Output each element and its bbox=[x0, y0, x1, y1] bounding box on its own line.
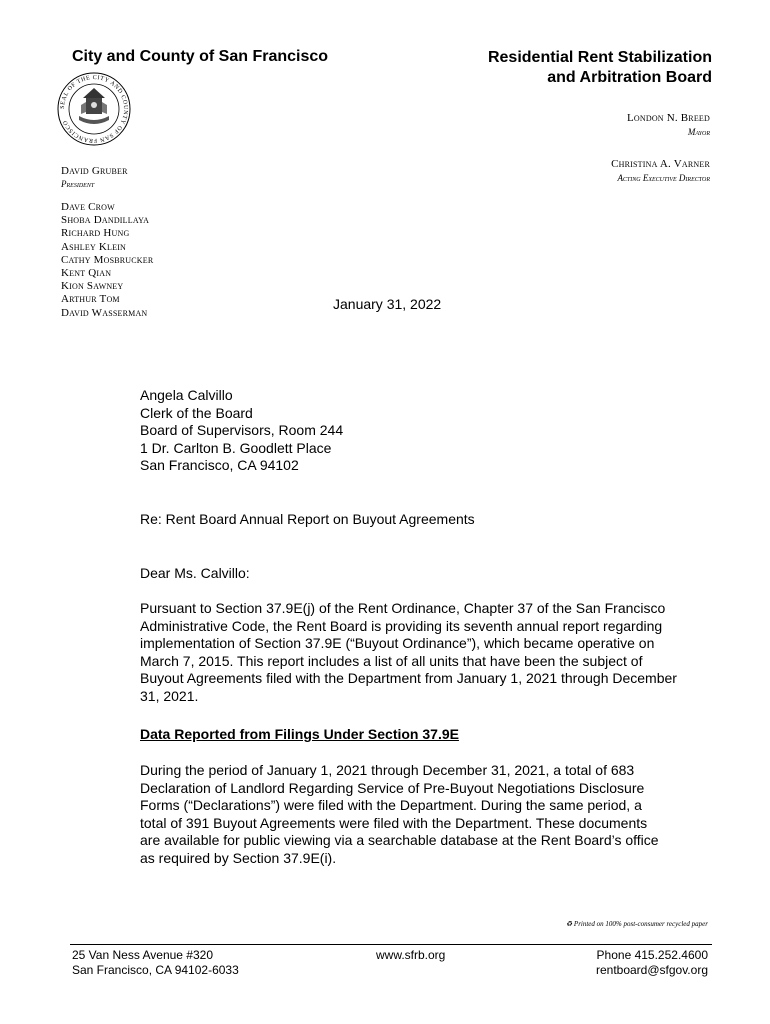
paragraph-line: Buyout Agreements filed with the Department from January 1, 2021 through December bbox=[140, 670, 677, 687]
paragraph-line: March 7, 2015. This report includes a list of all units that have been the subject of bbox=[140, 652, 643, 669]
commissioner-name: Richard Hung bbox=[61, 227, 130, 240]
header-board-title bbox=[488, 48, 712, 88]
letter-date: January 31, 2022 bbox=[333, 296, 442, 312]
commissioner-name: David Wasserman bbox=[61, 306, 148, 319]
commissioner-name: Kion Sawney bbox=[61, 280, 124, 293]
intro-paragraph bbox=[140, 600, 730, 706]
subject-line: Re: Rent Board Annual Report on Buyout Agreements bbox=[140, 511, 475, 527]
mayor-title: Mayor bbox=[687, 127, 710, 137]
header-city-title: City and County of San Francisco bbox=[72, 48, 329, 65]
paragraph-line: Administrative Code, the Rent Board is providing its seventh annual report regarding bbox=[140, 617, 663, 634]
mayor-name: London N. Breed bbox=[626, 112, 710, 124]
commissioner-name: Cathy Mosbrucker bbox=[61, 253, 154, 266]
commissioner-name: Ashley Klein bbox=[61, 240, 127, 253]
footer-address bbox=[72, 948, 239, 978]
footer-website[interactable]: www.sfrb.org bbox=[376, 948, 446, 962]
director-name: Christina A. Varner bbox=[611, 158, 710, 170]
commissioner-name: Kent Qian bbox=[61, 267, 112, 280]
footer-divider bbox=[70, 944, 712, 945]
director-title: Acting Executive Director bbox=[617, 173, 710, 183]
paragraph-line: Forms (“Declarations”) were filed with the Department. During the same period, a bbox=[140, 797, 642, 814]
commissioner-name: Shoba Dandillaya bbox=[61, 214, 150, 227]
footer-email[interactable]: rentboard@sfgov.org bbox=[595, 963, 708, 977]
data-paragraph bbox=[140, 762, 730, 868]
commissioners-list bbox=[61, 201, 153, 320]
paragraph-line: total of 391 Buyout Agreements were filed with the Department. These documents bbox=[140, 814, 648, 831]
address-line: Angela Calvillo bbox=[140, 387, 233, 403]
footer-address-line-1: 25 Van Ness Avenue #320 bbox=[72, 948, 213, 962]
commissioner-name: Arthur Tom bbox=[61, 293, 120, 306]
paragraph-line: are available for public viewing via a searchable database at the Rent Board’s office bbox=[140, 832, 659, 849]
address-line: Board of Supervisors, Room 244 bbox=[140, 422, 344, 439]
address-line: San Francisco, CA 94102 bbox=[140, 457, 299, 474]
recycled-paper-note bbox=[566, 920, 708, 928]
footer-contact bbox=[596, 948, 708, 978]
president-block bbox=[61, 165, 128, 191]
recycle-icon: ♻ bbox=[565, 920, 573, 928]
paragraph-line: implementation of Section 37.9E (“Buyout Ordinance”), which became operative on bbox=[140, 635, 655, 652]
paragraph-line: as required by Section 37.9E(i). bbox=[140, 849, 337, 866]
board-title-line-1: Residential Rent Stabilization bbox=[487, 49, 712, 66]
address-line: 1 Dr. Carlton B. Goodlett Place bbox=[140, 439, 332, 456]
mayor-block bbox=[627, 111, 710, 139]
paragraph-line: During the period of January 1, 2021 through December 31, 2021, a total of 683 bbox=[140, 762, 635, 778]
footer-address-line-2: San Francisco, CA 94102-6033 bbox=[72, 963, 239, 977]
president-name: David Gruber bbox=[61, 165, 128, 177]
seal-text: SEAL OF THE CITY AND COUNTY OF SAN FRANCISCO bbox=[59, 74, 129, 144]
city-seal-logo bbox=[57, 72, 131, 146]
recycled-note-text: Printed on 100% post-consumer recycled paper bbox=[573, 920, 708, 928]
paragraph-line: 31, 2021. bbox=[140, 687, 199, 704]
recipient-address bbox=[140, 387, 730, 475]
president-title: President bbox=[61, 179, 95, 189]
section-heading: Data Reported from Filings Under Section 37.9E bbox=[140, 726, 459, 742]
paragraph-line: Declaration of Landlord Regarding Service of Pre-Buyout Negotiations Disclosure bbox=[140, 779, 645, 796]
address-line: Clerk of the Board bbox=[140, 404, 253, 421]
footer-phone: Phone 415.252.4600 bbox=[596, 948, 708, 962]
director-block bbox=[611, 157, 710, 185]
commissioner-name: Dave Crow bbox=[61, 201, 115, 213]
paragraph-line: Pursuant to Section 37.9E(j) of the Rent Ordinance, Chapter 37 of the San Francisco bbox=[140, 600, 666, 616]
board-title-line-2: and Arbitration Board bbox=[547, 69, 712, 86]
salutation: Dear Ms. Calvillo: bbox=[140, 565, 250, 581]
